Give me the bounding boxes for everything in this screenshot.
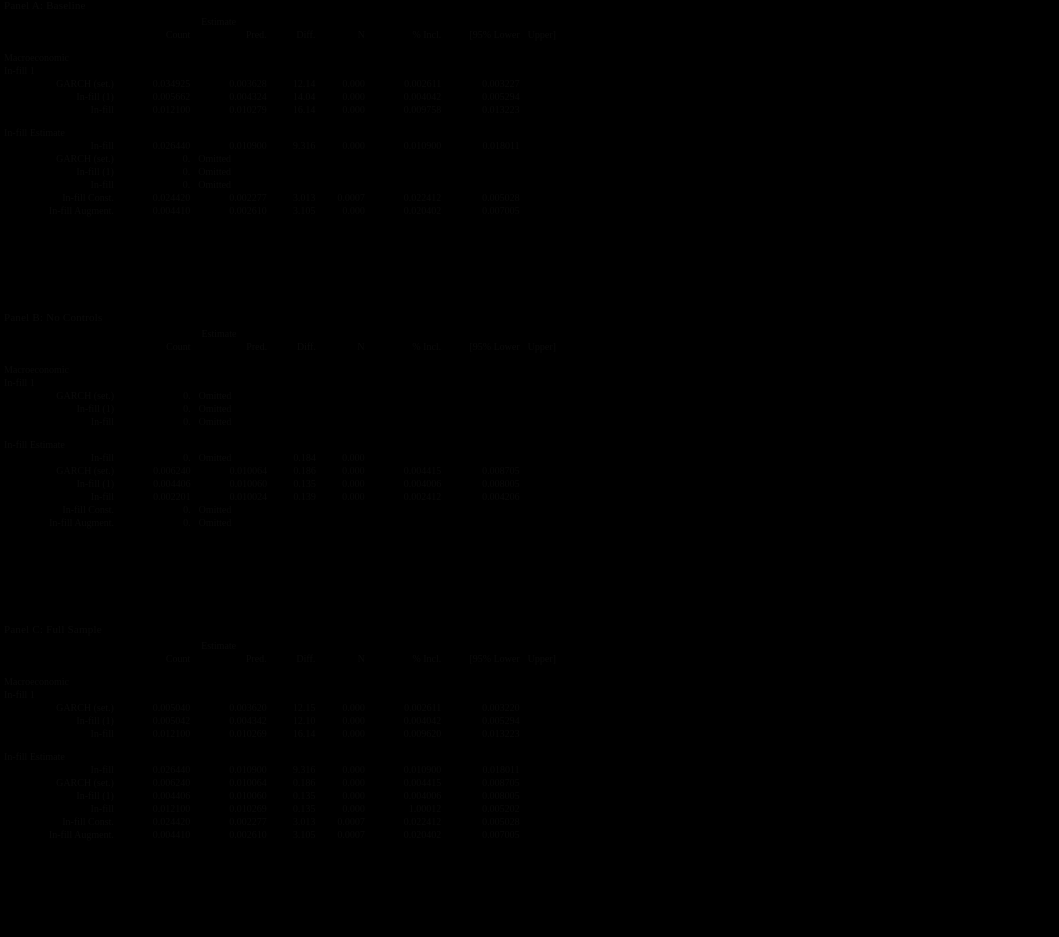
table-cell: 0.013223 [482,729,520,740]
table-cell: 0.024420 [152,193,191,204]
table-cell: 0.004342 [229,716,267,727]
column-header: Diff. [296,342,316,353]
table-cell: 0.000 [342,492,365,503]
column-header: Upper] [527,30,556,41]
table-cell: 0.022412 [403,193,442,204]
table-cell: 0.010060 [229,479,268,490]
table-cell: 0. [183,391,191,402]
table-row [0,91,560,104]
row-label: GARCH (set.) [56,79,114,90]
table-cell: 0.018011 [482,141,520,152]
table-cell: 0.004042 [403,92,442,103]
table-row [0,416,560,429]
table-cell [369,504,446,517]
block-sublabel: In-fill 1 [4,690,35,701]
table-cell: 0.002412 [403,492,442,503]
table-cell [445,452,523,465]
table-cell: 0.010060 [229,791,267,802]
table-cell [369,452,446,465]
table-cell: 0.012100 [152,729,191,740]
column-header: % Incl. [412,654,442,665]
table-cell: 0.006240 [153,466,191,477]
block-label-row [0,127,560,140]
table-cell: 0.000 [342,79,365,90]
column-header: Diff. [296,654,316,665]
table-cell: 12.15 [292,703,316,714]
table-row [0,192,560,205]
row-spacer-cell [0,354,560,364]
table-cell [445,504,523,517]
row-label: In-fill Augment. [48,830,114,841]
table-cell: 0.006240 [152,778,191,789]
table-cell: 0.000 [342,716,365,727]
table-cell [445,403,523,416]
table-cell: Omitted [198,417,232,428]
table-cell: 0.000 [342,141,365,152]
table-cell: 0.010064 [229,466,268,477]
table-cell: 0.000 [342,778,365,789]
table-row [0,104,560,117]
table-cell: 0.008005 [482,791,520,802]
block-label-row [0,751,560,764]
table-cell [445,153,523,166]
table-cell: 3.013 [292,817,316,828]
table-cell [369,166,445,179]
block-label-row [0,439,560,452]
block-label: In-fill Estimate [4,752,65,763]
column-header: N [357,30,365,41]
column-header: Upper] [527,342,556,353]
block-sublabel-row [0,377,560,390]
row-spacer-cell [0,741,560,751]
block-label: Macroeconomic [4,677,69,688]
table-cell: 0.026440 [152,141,191,152]
table-row [0,78,560,91]
column-header: Pred. [245,654,267,665]
table-cell: 0.005042 [152,716,191,727]
table-cell [271,403,320,416]
table-cell: 0.186 [292,778,316,789]
table-cell [369,403,446,416]
table-cell: 0.003620 [229,703,267,714]
table-cell: 0.010269 [229,804,267,815]
table-cell: 0.0007 [337,193,365,204]
table-cell: 0.007005 [482,830,520,841]
table-cell [320,416,369,429]
table-cell: 0.010900 [229,765,267,776]
table-row [0,465,560,478]
table-cell: 0.004410 [152,830,191,841]
table-cell: 0.022412 [403,817,442,828]
row-label: In-fill [90,141,114,152]
column-header: N [357,654,365,665]
block-sublabel: In-fill 1 [4,66,35,77]
table-cell: 0.0007 [337,830,365,841]
table-cell: 0. [182,167,191,178]
table-cell: 0.008705 [482,466,520,477]
table-cell: 14.04 [292,92,316,103]
table-cell: 0.000 [342,703,365,714]
row-label: In-fill (1) [76,404,115,415]
table-cell: 0.010900 [403,141,442,152]
column-header: N [357,342,365,353]
estimate-group-label: Estimate [201,641,237,652]
spacer-cell [0,328,118,341]
table-cell: 0.005040 [152,703,191,714]
table-cell: 0.002277 [229,193,267,204]
table-cell: 0. [183,518,191,529]
table-cell: 0.186 [293,466,316,477]
table-cell: 0.003628 [229,79,267,90]
table-row [0,478,560,491]
table-cell: 0.004206 [482,492,520,503]
table-cell: 0.004406 [153,479,191,490]
table-cell: 0.005028 [482,817,520,828]
table-cell [369,390,446,403]
table-cell: 0. [182,180,191,191]
table-cell [319,166,368,179]
table-cell: 0.010024 [229,492,268,503]
table-cell: 0.000 [342,206,365,217]
table-row [0,715,560,728]
table-cell: 0.002201 [153,492,191,503]
table-cell [271,179,320,192]
table-cell: 0.009620 [403,729,442,740]
table-cell [445,517,523,530]
table-cell [271,153,320,166]
table-cell [369,517,446,530]
row-label: In-fill [90,492,115,503]
spacer-cell [320,328,524,341]
row-spacer-cell [0,666,560,676]
table-cell [369,153,445,166]
block-label: Macroeconomic [4,53,69,64]
panel-title: Panel C: Full Sample [4,624,102,636]
table-cell: 0.002611 [404,79,442,90]
block-label-row [0,52,560,65]
table-cell: Omitted [198,505,232,516]
table-row [0,153,560,166]
table-row [0,764,560,777]
row-label: In-fill (1) [76,167,114,178]
table-cell: 0.002610 [229,206,267,217]
row-label: In-fill [90,453,115,464]
column-header: [95% Lower [469,342,520,353]
column-header: Pred. [246,342,268,353]
row-label: In-fill Augment. [48,206,114,217]
table-cell: 0.008705 [482,778,520,789]
table-row [0,166,560,179]
header-blank [0,341,118,354]
table-cell [271,416,320,429]
table-cell: 0.000 [342,92,365,103]
table-row [0,803,560,816]
row-label: GARCH (set.) [56,391,115,402]
table-cell: 0.005662 [152,92,191,103]
table-group-header-row [0,640,560,653]
table-cell [445,416,523,429]
row-label: In-fill [90,804,114,815]
row-label: GARCH (set.) [56,778,114,789]
spacer-cell [319,16,523,29]
table-cell [319,179,368,192]
table-row [0,728,560,741]
table-cell: 16.14 [292,105,316,116]
table-cell: Omitted [198,391,232,402]
block-label: In-fill Estimate [4,128,65,139]
table-group-header-row [0,16,560,29]
table-cell: 0.010269 [229,729,267,740]
table-cell: 0.024420 [152,817,191,828]
table-cell: Omitted [198,180,232,191]
table-cell: 0.013223 [482,105,520,116]
table-row [0,452,560,465]
results-panel [0,312,600,530]
table-row [0,205,560,218]
table-cell [271,517,320,530]
table-cell: 0.005294 [482,92,520,103]
row-spacer-cell [0,117,560,127]
table-cell [271,390,320,403]
table-cell [445,179,523,192]
table-cell: 0.010064 [229,778,267,789]
table-cell: 0.000 [342,479,365,490]
row-spacer [0,42,560,52]
table-cell: 0.026440 [152,765,191,776]
table-cell: 0.004042 [403,716,442,727]
table-cell: 0.000 [342,804,365,815]
column-header: [95% Lower [469,654,520,665]
row-label: In-fill Const. [62,193,114,204]
table-cell: 0.010279 [229,105,267,116]
row-label: In-fill [90,765,114,776]
table-cell: 0.004410 [152,206,191,217]
block-sublabel-row [0,689,560,702]
row-label: GARCH (set.) [56,466,115,477]
table-cell: 0.004406 [152,791,191,802]
table-group-header-row [0,328,560,341]
table-cell: 3.105 [292,206,316,217]
table-cell [320,403,369,416]
row-spacer-cell [0,42,560,52]
header-blank [0,653,118,666]
table-cell: 0.135 [292,791,316,802]
table-cell: 0.010900 [229,141,267,152]
table-cell [320,390,369,403]
block-sublabel: In-fill 1 [4,378,35,389]
block-sublabel-row [0,65,560,78]
column-header: % Incl. [412,30,442,41]
table-cell: 0.000 [342,466,365,477]
table-cell: Omitted [198,404,232,415]
table-cell: 0.005028 [482,193,520,204]
estimate-group-label: Estimate [201,329,237,340]
table-row [0,403,560,416]
table-cell: 3.105 [292,830,316,841]
table-cell: Omitted [198,453,232,464]
table-cell: 3.013 [292,193,316,204]
table-cell: 0.003220 [482,703,520,714]
row-spacer [0,666,560,676]
table-cell: 9.316 [292,141,316,152]
table-row [0,140,560,153]
results-panel [0,0,600,218]
table-cell: 0.005202 [482,804,520,815]
row-label: In-fill Augment. [49,518,115,529]
table-cell: 0.184 [293,453,316,464]
block-label: In-fill Estimate [4,440,65,451]
table-cell: 0. [182,154,191,165]
table-cell: 0.007005 [482,206,520,217]
column-header: Upper] [527,654,556,665]
block-label-row [0,676,560,689]
table-header-row [0,653,560,666]
table-cell [271,166,320,179]
table-row [0,777,560,790]
column-header: Count [165,654,191,665]
table-cell: 0.000 [342,765,365,776]
header-blank [0,29,118,42]
table-cell: 0.020402 [403,206,442,217]
table-cell: 0.0007 [337,817,365,828]
table-cell: 0.000 [342,453,365,464]
row-label: In-fill (1) [76,479,115,490]
table-cell: 0.135 [293,479,316,490]
row-spacer [0,117,560,127]
panel-title: Panel B: No Controls [4,312,103,324]
table-cell: 0.000 [342,791,365,802]
column-header: Diff. [296,30,316,41]
block-label: Macroeconomic [4,365,69,376]
column-header: [95% Lower [469,30,520,41]
row-label: In-fill Const. [62,817,114,828]
table-cell: 0.012100 [152,804,191,815]
table-row [0,179,560,192]
table-cell: 0.020402 [403,830,442,841]
table-cell: 12.10 [292,716,316,727]
table-cell: 0.000 [342,729,365,740]
table-row [0,816,560,829]
column-header: Count [165,30,191,41]
estimate-group-label: Estimate [201,17,237,28]
table-cell: 1.00012 [408,804,442,815]
table-cell [369,416,446,429]
spacer-cell [0,640,118,653]
table-cell: 0.135 [292,804,316,815]
table-cell: 0.010900 [403,765,442,776]
panel-title: Panel A: Baseline [4,0,86,12]
table-cell: 0. [183,417,191,428]
table-cell: 0.009758 [403,105,442,116]
table-cell [271,504,320,517]
results-table [0,640,560,842]
table-cell: 12.14 [292,79,316,90]
table-row [0,829,560,842]
row-label: In-fill (1) [76,791,114,802]
row-spacer [0,354,560,364]
table-cell: 0.139 [293,492,316,503]
table-cell: Omitted [198,167,232,178]
table-cell [445,166,523,179]
table-row [0,390,560,403]
spacer-cell [0,16,118,29]
table-cell [445,390,523,403]
table-cell: 0.002277 [229,817,267,828]
row-label: GARCH (set.) [56,154,114,165]
column-header: % Incl. [412,342,442,353]
table-cell: 0.012100 [152,105,191,116]
table-cell: 0.018011 [482,765,520,776]
table-cell: 0.003227 [482,79,520,90]
table-cell: 0.004415 [403,466,442,477]
table-cell: 0. [183,404,191,415]
table-row [0,504,560,517]
table-cell: Omitted [198,518,232,529]
table-cell: 0.004324 [229,92,267,103]
row-label: In-fill [90,729,114,740]
table-cell: 0.004006 [403,479,442,490]
row-label: In-fill [90,105,114,116]
row-label: In-fill [90,180,114,191]
table-cell: 0.008005 [482,479,520,490]
row-spacer-cell [0,429,560,439]
row-label: In-fill (1) [76,92,114,103]
table-header-row [0,29,560,42]
table-cell: 0.002610 [229,830,267,841]
table-cell: 16.14 [292,729,316,740]
table-header-row [0,341,560,354]
table-cell: 0.005294 [482,716,520,727]
row-label: GARCH (set.) [56,703,114,714]
table-row [0,517,560,530]
results-table [0,328,560,530]
table-cell: 0.004415 [403,778,442,789]
column-header: Count [166,342,191,353]
table-cell: 0.000 [342,105,365,116]
table-row [0,790,560,803]
row-spacer [0,429,560,439]
table-cell [319,153,368,166]
table-row [0,702,560,715]
table-cell: 0. [183,505,191,516]
table-cell: 9.316 [292,765,316,776]
table-cell [320,504,369,517]
table-cell [369,179,445,192]
table-cell [320,517,369,530]
table-cell: 0.002611 [404,703,442,714]
row-label: In-fill Const. [62,505,115,516]
column-header: Pred. [245,30,267,41]
row-spacer [0,741,560,751]
row-label: In-fill [90,417,115,428]
results-panel [0,624,600,842]
table-cell: 0.034925 [152,79,191,90]
table-cell: 0. [183,453,191,464]
block-label-row [0,364,560,377]
results-table [0,16,560,218]
table-cell: Omitted [198,154,232,165]
row-label: In-fill (1) [76,716,114,727]
table-cell: 0.004006 [403,791,442,802]
spacer-cell [319,640,523,653]
table-row [0,491,560,504]
